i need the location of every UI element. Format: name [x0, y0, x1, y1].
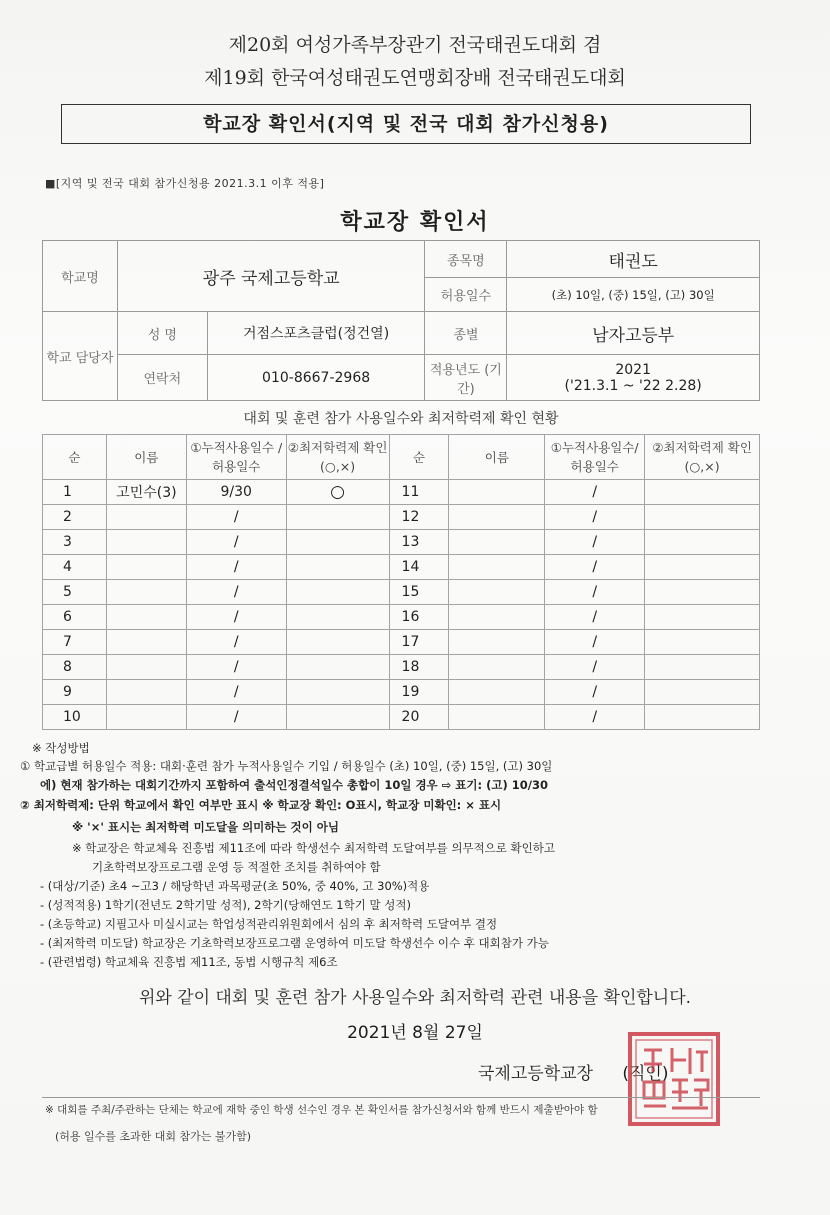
header-days-2: ①누적사용일수/ 허용일수: [545, 435, 645, 480]
detail-3: - (초등학교) 지필고사 미실시교는 학업성적관리위원회에서 심의 후 최저학력 도달여부 결정: [40, 917, 498, 931]
allowed-days-label: 허용일수: [425, 278, 507, 312]
header-name-2: 이름: [449, 435, 545, 480]
manager-name-value: 거점스포츠클럽(정건열): [207, 312, 425, 355]
document-title: 학교장 확인서: [340, 210, 490, 235]
table-row: [43, 480, 760, 505]
minimum-grade-check: [286, 655, 389, 680]
instruction-1a: ① 학교급별 허용일수 적용: 대회·훈련 참가 누적사용일수 기입 / 허용일수 (초) 10일, (중) 15일, (고) 30일: [20, 759, 553, 773]
minimum-grade-check-2: [645, 605, 760, 630]
signer-name: 국제고등학교장: [478, 1064, 593, 1084]
event-title-line2: 제19회 한국여성태권도연맹회장배 전국태권도대회: [204, 67, 626, 89]
header-name: 이름: [106, 435, 186, 480]
manager-name-label: 성 명: [117, 312, 207, 355]
days-used-2: /: [545, 655, 645, 680]
roster-table: [42, 434, 760, 730]
row-number-2: 11: [389, 480, 449, 505]
student-name-2: [449, 655, 545, 680]
table-row: [43, 630, 760, 655]
student-name: [106, 530, 186, 555]
form-title-box: 학교장 확인서(지역 및 전국 대회 참가신청용): [61, 104, 751, 144]
table-row: [43, 555, 760, 580]
row-number: 10: [43, 705, 107, 730]
official-seal-stamp: [626, 1030, 722, 1128]
student-name-2: [449, 605, 545, 630]
days-used: /: [186, 530, 286, 555]
row-number-2: 13: [389, 530, 449, 555]
student-name-2: [449, 580, 545, 605]
allowed-days-value: (초) 10일, (중) 15일, (고) 30일: [507, 278, 760, 312]
table-row: [43, 705, 760, 730]
school-info-table: [42, 240, 760, 401]
student-name: [106, 605, 186, 630]
student-name: [106, 580, 186, 605]
days-used-2: /: [545, 705, 645, 730]
instruction-4b: 기초학력보장프로그램 운영 등 적절한 조치를 취하여야 함: [92, 860, 381, 874]
roster-header-row: [43, 435, 760, 480]
days-used-2: /: [545, 605, 645, 630]
header-check-2: ②최저학력제 확인(○,×): [645, 435, 760, 480]
student-name-2: [449, 705, 545, 730]
days-used-2: /: [545, 680, 645, 705]
row-number: 4: [43, 555, 107, 580]
student-name: [106, 505, 186, 530]
days-used-2: /: [545, 630, 645, 655]
minimum-grade-check: ○: [286, 480, 389, 505]
minimum-grade-check: [286, 555, 389, 580]
days-used-2: /: [545, 530, 645, 555]
contact-label: 연락처: [117, 355, 207, 401]
year-label: 적용년도 (기간): [425, 355, 507, 401]
row-number: 1: [43, 480, 107, 505]
event-value: 태권도: [507, 241, 760, 278]
days-used: /: [186, 705, 286, 730]
detail-5: - (관련법령) 학교체육 진흥법 제11조, 동법 시행규칙 제6조: [40, 955, 338, 969]
row-number: 8: [43, 655, 107, 680]
division-value: 남자고등부: [507, 312, 760, 355]
division-label: 종별: [425, 312, 507, 355]
days-used: 9/30: [186, 480, 286, 505]
days-used: /: [186, 630, 286, 655]
minimum-grade-check-2: [645, 555, 760, 580]
row-number-2: 12: [389, 505, 449, 530]
minimum-grade-check: [286, 505, 389, 530]
footer-note-2: (허용 일수를 초과한 대회 참가는 불가함): [55, 1130, 252, 1143]
row-number-2: 17: [389, 630, 449, 655]
minimum-grade-check: [286, 605, 389, 630]
table-row: [43, 605, 760, 630]
row-number: 2: [43, 505, 107, 530]
detail-2: - (성적적용) 1학기(전년도 2학기말 성적), 2학기(당해연도 1학기 말 성적): [40, 898, 411, 912]
header-no-2: 순: [389, 435, 449, 480]
footer-note-1: ※ 대회를 주최/주관하는 단체는 학교에 재학 중인 학생 선수인 경우 본 확인서를 참가신청서와 함께 반드시 제출받아야 함: [45, 1104, 598, 1116]
days-used-2: /: [545, 480, 645, 505]
detail-4: - (최저학력 미도달) 학교장은 기초학력보장프로그램 운영하여 미도달 학생선수 이수 후 대회참가 가능: [40, 936, 549, 950]
header-days: ①누적사용일수 /허용일수: [186, 435, 286, 480]
school-name-value: 광주 국제고등학교: [117, 241, 425, 312]
minimum-grade-check-2: [645, 680, 760, 705]
minimum-grade-check-2: [645, 505, 760, 530]
row-number: 9: [43, 680, 107, 705]
applicability-note: ■[지역 및 전국 대회 참가신청용 2021.3.1 이후 적용]: [45, 177, 325, 190]
table-row: [43, 505, 760, 530]
minimum-grade-check: [286, 580, 389, 605]
instruction-1b: 에) 현재 참가하는 대회기간까지 포함하여 출석인정결석일수 총합이 10일 경우 ⇨ 표기: (고) 10/30: [40, 778, 548, 792]
days-used-2: /: [545, 555, 645, 580]
student-name-2: [449, 505, 545, 530]
instruction-2: ② 최저학력제: 단위 학교에서 확인 여부만 표시 ※ 학교장 확인: O표시, 학교장 미확인: × 표시: [20, 798, 502, 812]
header-no: 순: [43, 435, 107, 480]
row-number-2: 18: [389, 655, 449, 680]
section-title: 대회 및 훈련 참가 사용일수와 최저학력제 확인 현황: [243, 411, 559, 427]
row-number-2: 15: [389, 580, 449, 605]
table-row: [43, 655, 760, 680]
student-name-2: [449, 630, 545, 655]
student-name-2: [449, 555, 545, 580]
minimum-grade-check: [286, 705, 389, 730]
student-name: [106, 680, 186, 705]
row-number: 6: [43, 605, 107, 630]
seal-label: (직인): [622, 1064, 669, 1084]
student-name: [106, 630, 186, 655]
days-used: /: [186, 605, 286, 630]
days-used-2: /: [545, 505, 645, 530]
event-label: 종목명: [425, 241, 507, 278]
days-used: /: [186, 655, 286, 680]
event-title-line1: 제20회 여성가족부장관기 전국태권도대회 겸: [228, 34, 602, 56]
student-name-2: [449, 480, 545, 505]
confirmation-date: 2021년 8월 27일: [347, 1023, 483, 1043]
bottom-divider: [42, 1097, 760, 1098]
header-check: ②최저학력제 확인(○,×): [286, 435, 389, 480]
manager-label: 학교 담당자: [43, 312, 118, 401]
minimum-grade-check-2: [645, 630, 760, 655]
student-name: 고민수(3): [106, 480, 186, 505]
table-row: [43, 530, 760, 555]
row-number-2: 14: [389, 555, 449, 580]
days-used: /: [186, 505, 286, 530]
row-number: 3: [43, 530, 107, 555]
student-name: [106, 555, 186, 580]
row-number-2: 20: [389, 705, 449, 730]
student-name-2: [449, 680, 545, 705]
row-number-2: 19: [389, 680, 449, 705]
table-row: [43, 680, 760, 705]
period-value: ('21.3.1 ~ '22 2.28): [564, 377, 702, 394]
minimum-grade-check-2: [645, 530, 760, 555]
confirmation-text: 위와 같이 대회 및 훈련 참가 사용일수와 최저학력 관련 내용을 확인합니다.: [138, 988, 692, 1008]
minimum-grade-check-2: [645, 580, 760, 605]
instruction-3: ※ '×' 표시는 최저학력 미도달을 의미하는 것이 아님: [72, 820, 339, 834]
student-name-2: [449, 530, 545, 555]
student-name: [106, 655, 186, 680]
days-used: /: [186, 580, 286, 605]
minimum-grade-check: [286, 530, 389, 555]
minimum-grade-check-2: [645, 655, 760, 680]
instructions-heading: ※ 작성방법: [32, 741, 90, 755]
minimum-grade-check: [286, 680, 389, 705]
row-number-2: 16: [389, 605, 449, 630]
contact-value: 010-8667-2968: [207, 355, 425, 401]
minimum-grade-check-2: [645, 480, 760, 505]
table-row: [43, 580, 760, 605]
minimum-grade-check: [286, 630, 389, 655]
student-name: [106, 705, 186, 730]
year-cell: [507, 355, 760, 401]
detail-1: - (대상/기준) 초4 ~고3 / 해당학년 과목평균(초 50%, 중 40%, 고 30%)적용: [40, 879, 430, 893]
days-used-2: /: [545, 580, 645, 605]
instruction-4a: ※ 학교장은 학교체육 진흥법 제11조에 따라 학생선수 최저학력 도달여부를 의무적으로 확인하고: [72, 841, 555, 855]
row-number: 5: [43, 580, 107, 605]
year-value: 2021: [615, 361, 651, 378]
row-number: 7: [43, 630, 107, 655]
minimum-grade-check-2: [645, 705, 760, 730]
school-name-label: 학교명: [43, 241, 118, 312]
days-used: /: [186, 555, 286, 580]
days-used: /: [186, 680, 286, 705]
